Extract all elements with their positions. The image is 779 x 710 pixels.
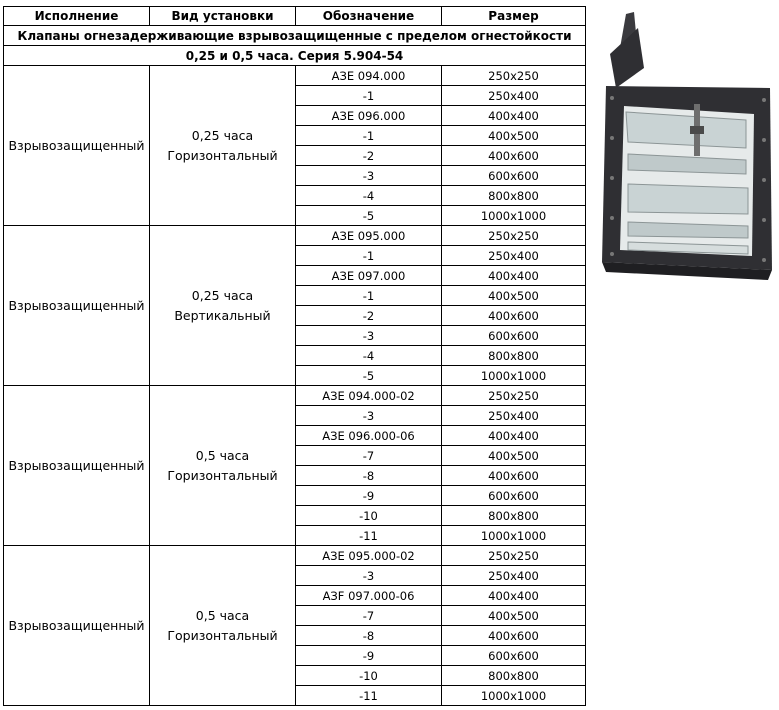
mount-orientation-label: Горизонтальный	[167, 627, 278, 643]
bolt-hole	[762, 98, 766, 102]
fire-resistance-label: 0,25 часа	[191, 127, 254, 143]
fire-valve-image	[598, 8, 776, 304]
mount-type-cell	[150, 66, 296, 226]
designation-cell: АЗF 097.000-06	[296, 586, 442, 606]
designation-cell: АЗЕ 097.000	[296, 266, 442, 286]
designation-cell: -1	[296, 126, 442, 146]
size-cell: 800x800	[442, 346, 586, 366]
title-row-1	[4, 26, 586, 46]
size-cell: 400x500	[442, 446, 586, 466]
size-cell: 400x600	[442, 626, 586, 646]
designation-cell: -11	[296, 686, 442, 706]
bolt-hole	[610, 252, 614, 256]
table-row	[4, 386, 586, 406]
valve-actuator-latch	[690, 126, 704, 134]
size-cell: 1000x1000	[442, 206, 586, 226]
size-cell: 400x600	[442, 466, 586, 486]
size-cell: 250x250	[442, 66, 586, 86]
size-cell: 1000x1000	[442, 526, 586, 546]
mount-orientation-label: Горизонтальный	[167, 147, 278, 163]
designation-cell: -10	[296, 666, 442, 686]
size-cell: 400x500	[442, 606, 586, 626]
size-cell: 400x600	[442, 146, 586, 166]
size-cell: 1000x1000	[442, 686, 586, 706]
designation-cell: -7	[296, 446, 442, 466]
designation-cell: -4	[296, 186, 442, 206]
designation-cell: -9	[296, 646, 442, 666]
size-cell: 400x400	[442, 586, 586, 606]
table-row	[4, 66, 586, 86]
designation-cell: -5	[296, 366, 442, 386]
fire-resistance-label: 0,5 часа	[195, 607, 250, 623]
mount-orientation-label: Вертикальный	[174, 307, 271, 323]
size-cell: 250x400	[442, 86, 586, 106]
designation-cell: АЗЕ 094.000-02	[296, 386, 442, 406]
designation-cell: -1	[296, 286, 442, 306]
fire-valve-photo	[598, 8, 776, 304]
table-row	[4, 226, 586, 246]
size-cell: 400x500	[442, 126, 586, 146]
header-mount-type: Вид установки	[150, 7, 296, 26]
bolt-hole	[762, 218, 766, 222]
size-cell: 800x800	[442, 506, 586, 526]
designation-cell: АЗЕ 094.000	[296, 66, 442, 86]
execution-cell: Взрывозащищенный	[4, 386, 150, 546]
designation-cell: АЗЕ 096.000	[296, 106, 442, 126]
size-cell: 250x250	[442, 546, 586, 566]
size-cell: 250x250	[442, 226, 586, 246]
designation-cell: -2	[296, 146, 442, 166]
size-cell: 250x250	[442, 386, 586, 406]
size-cell: 600x600	[442, 166, 586, 186]
size-cell: 800x800	[442, 666, 586, 686]
fire-resistance-label: 0,5 часа	[195, 447, 250, 463]
execution-cell: Взрывозащищенный	[4, 546, 150, 706]
size-cell: 600x600	[442, 486, 586, 506]
designation-cell: -1	[296, 86, 442, 106]
size-cell: 250x400	[442, 566, 586, 586]
size-cell: 400x500	[442, 286, 586, 306]
designation-cell: -2	[296, 306, 442, 326]
header-row	[4, 7, 586, 26]
designation-cell: -1	[296, 246, 442, 266]
designation-cell: -11	[296, 526, 442, 546]
bolt-hole	[610, 96, 614, 100]
mount-type-cell	[150, 386, 296, 546]
designation-cell: -8	[296, 626, 442, 646]
header-size: Размер	[442, 7, 586, 26]
title-row-2	[4, 46, 586, 66]
size-cell: 400x400	[442, 266, 586, 286]
execution-cell: Взрывозащищенный	[4, 66, 150, 226]
designation-cell: АЗЕ 096.000-06	[296, 426, 442, 446]
size-cell: 600x600	[442, 646, 586, 666]
designation-cell: -4	[296, 346, 442, 366]
mount-orientation-label: Горизонтальный	[167, 467, 278, 483]
designation-cell: -3	[296, 166, 442, 186]
designation-cell: -9	[296, 486, 442, 506]
mount-type-cell	[150, 546, 296, 706]
size-cell: 250x400	[442, 406, 586, 426]
bolt-hole	[762, 138, 766, 142]
bolt-hole	[610, 216, 614, 220]
header-designation: Обозначение	[296, 7, 442, 26]
designation-cell: -3	[296, 406, 442, 426]
valve-blade-3	[628, 184, 748, 214]
designation-cell: -3	[296, 566, 442, 586]
table-title-line-1: Клапаны огнезадерживающие взрывозащищенные с пределом огнестойкости	[4, 26, 586, 46]
size-cell: 800x800	[442, 186, 586, 206]
size-cell: 400x600	[442, 306, 586, 326]
bolt-hole	[610, 176, 614, 180]
designation-cell: АЗЕ 095.000	[296, 226, 442, 246]
table-row	[4, 546, 586, 566]
size-cell: 1000x1000	[442, 366, 586, 386]
designation-cell: -3	[296, 326, 442, 346]
size-cell: 600x600	[442, 326, 586, 346]
designation-cell: -10	[296, 506, 442, 526]
bolt-hole	[762, 258, 766, 262]
mount-type-cell	[150, 226, 296, 386]
fire-resistance-label: 0,25 часа	[191, 287, 254, 303]
bolt-hole	[610, 136, 614, 140]
designation-cell: АЗЕ 095.000-02	[296, 546, 442, 566]
table-title-line-2: 0,25 и 0,5 часа. Серия 5.904-54	[4, 46, 586, 66]
designation-cell: -8	[296, 466, 442, 486]
size-cell: 400x400	[442, 106, 586, 126]
designation-cell: -7	[296, 606, 442, 626]
bolt-hole	[762, 178, 766, 182]
execution-cell: Взрывозащищенный	[4, 226, 150, 386]
valve-spec-table	[3, 6, 586, 706]
size-cell: 250x400	[442, 246, 586, 266]
size-cell: 400x400	[442, 426, 586, 446]
designation-cell: -5	[296, 206, 442, 226]
header-execution: Исполнение	[4, 7, 150, 26]
